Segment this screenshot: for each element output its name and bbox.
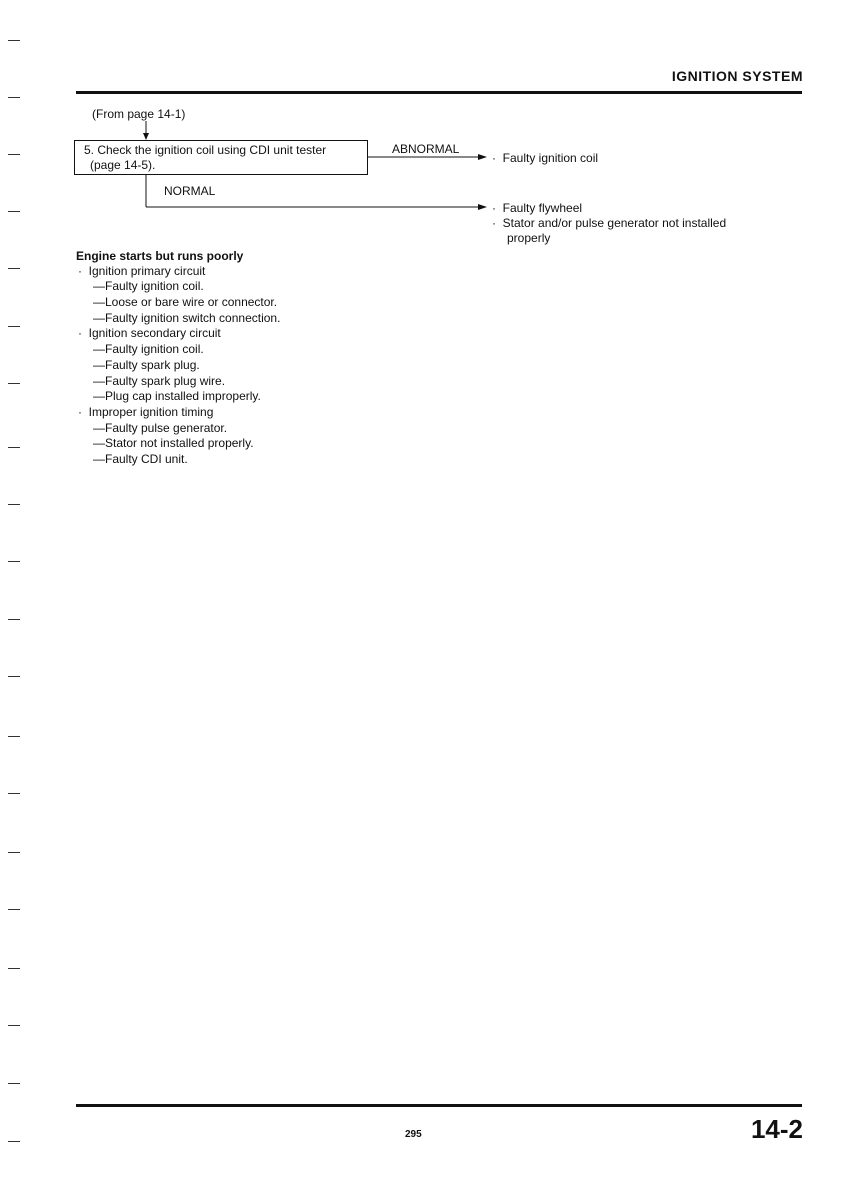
abnormal-result: · Faulty ignition coil	[492, 151, 599, 165]
list-item: —Stator not installed properly.	[93, 436, 254, 450]
abnormal-arrow-head	[478, 154, 487, 160]
footer-rule	[76, 1104, 802, 1107]
margin-mark	[8, 968, 20, 969]
margin-mark	[8, 619, 20, 620]
from-arrow-head	[143, 133, 149, 140]
group-heading-text: Ignition primary circuit	[88, 264, 206, 278]
list-item: —Faulty spark plug.	[93, 358, 200, 372]
margin-mark	[8, 676, 20, 677]
margin-mark	[8, 909, 20, 910]
abnormal-result-text: Faulty ignition coil	[502, 151, 599, 165]
list-item: —Loose or bare wire or connector.	[93, 295, 278, 309]
normal-result-2-text: Stator and/or pulse generator not installed	[502, 216, 727, 230]
normal-result-1-text: Faulty flywheel	[502, 201, 583, 215]
page-number: 295	[405, 1129, 422, 1140]
section-header-title: IGNITION SYSTEM	[671, 68, 803, 84]
margin-mark	[8, 736, 20, 737]
list-item: —Faulty spark plug wire.	[93, 374, 226, 388]
section-title: Engine starts but runs poorly	[76, 249, 244, 263]
normal-result-1: · Faulty flywheel	[492, 201, 583, 215]
normal-result-2-continued: properly	[507, 231, 551, 245]
margin-mark	[8, 1083, 20, 1084]
margin-mark	[8, 852, 20, 853]
from-page-reference: (From page 14-1)	[92, 107, 186, 121]
margin-mark	[8, 1025, 20, 1026]
group-heading: · Ignition secondary circuit	[78, 326, 221, 340]
section-number: 14-2	[750, 1114, 803, 1144]
margin-mark	[8, 268, 20, 269]
margin-mark	[8, 504, 20, 505]
list-item: —Faulty pulse generator.	[93, 421, 228, 435]
group-heading-text: Improper ignition timing	[88, 405, 214, 419]
margin-mark	[8, 447, 20, 448]
check-step-box	[74, 140, 368, 175]
margin-mark	[8, 326, 20, 327]
group-heading: · Improper ignition timing	[78, 405, 214, 419]
list-item: —Plug cap installed improperly.	[93, 389, 261, 403]
list-item: —Faulty ignition switch connection.	[93, 311, 281, 325]
list-item: —Faulty ignition coil.	[93, 342, 204, 356]
group-heading-text: Ignition secondary circuit	[88, 326, 221, 340]
check-step-text: 5. Check the ignition coil using CDI unit tester	[84, 143, 327, 157]
margin-mark	[8, 561, 20, 562]
margin-mark	[8, 1141, 20, 1142]
group-heading: · Ignition primary circuit	[78, 264, 206, 278]
abnormal-label: ABNORMAL	[392, 142, 460, 156]
margin-mark	[8, 793, 20, 794]
margin-mark	[8, 383, 20, 384]
list-item: —Faulty ignition coil.	[93, 279, 204, 293]
normal-arrow-head	[478, 204, 487, 210]
list-item: —Faulty CDI unit.	[93, 452, 188, 466]
normal-label: NORMAL	[164, 184, 216, 198]
normal-result-2: · Stator and/or pulse generator not installed	[492, 216, 727, 230]
check-step-page-ref: (page 14-5).	[90, 158, 156, 172]
